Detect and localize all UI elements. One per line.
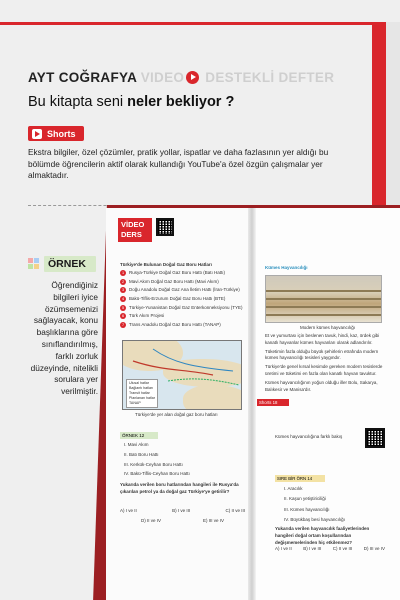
pipelines-title: Türkiye'de Bulunan Doğal Gaz Boru Hatları [120,262,212,267]
subtitle-text: Bu kitapta seni [28,94,128,110]
question-items [284,486,345,527]
page-subtitle [28,94,234,110]
shorts-tag: Shorts 18 [257,399,289,406]
shorts-description: Ekstra bilgiler, özel çözümler, pratik yollar, ispatlar ve daha fazlasının yer aldığı bu bölümde öğrencilerin aktif olarak kullandığı YouTube'a özel özgün çalışmalar yer almaktadır. [28,147,329,180]
grid-icon [28,258,40,270]
answer-option: D) III ve IV [363,546,385,551]
photo-caption: Modern kümes hayvancılığı [300,325,356,330]
shorts-badge [28,126,84,141]
question-text: Yukarıda verilen hayvancılık faaliyetlerinden hangileri doğal ortam koşullarından değişmemelerinden hiç etkilenmez? [275,526,370,545]
title-defter: DESTEKLİ DEFTER [205,70,335,85]
list-item: I. Mavi Akım [124,442,149,447]
list-item: III. Kerkük-Ceyhan Boru Hattı [124,461,183,467]
ornek-label: ÖRNEK [44,256,96,272]
pipeline-map [122,340,242,410]
poultry-photo [265,275,382,323]
list-item: I. Aracılık [284,486,303,491]
answer-option: C) II ve III [225,508,245,513]
subtitle-bold: neler bekliyor ? [127,94,235,110]
book-spine [248,208,256,600]
answer-option: B) I ve III [303,546,322,551]
top-red-rule [0,22,386,25]
section-text [265,333,383,395]
answer-option: B) I ve III [172,508,191,513]
ornek-description: Öğrendiğiniz bilgileri iyice özümsemenizi sağlayacak, konu başlıklarına göre sınıflandırılmış, farklı zorluk düzeyinde, nitelikli sorulara yer verilmiştir. [30,280,98,397]
shorts-icon [32,129,42,139]
pipelines-list [120,270,243,331]
play-icon [186,71,199,84]
shorts-label: Shorts [47,128,76,139]
list-item: III. Kümes hayvancılığı [284,506,330,512]
list-item: 3 Doğu Anadolu Doğal Gaz Ana İletim Hattı (İran-Türkiye) [121,287,240,293]
answer-option: A) I ve II [120,508,137,513]
list-item: 6 Türk Akım Projesi [121,313,165,319]
question-items [124,442,190,481]
short-question: Kümes hayvancılığına farklı bakış [275,434,343,439]
answer-options [120,508,245,528]
question-text: Yukarıda verilen boru hatlarından hangileri ile Rusya'da çıkarılan petrol ya da doğal gaz Türkiye'ye getirilir? [120,482,239,494]
badge-video: VİDEO [121,220,145,229]
title-video: VIDEO [140,70,185,85]
map-legend: Ulusal hatlar Bağlantı hatları Transit hatlar Planlanan hatlar TANAP [126,379,158,408]
list-item: 5 Türkiye-Yunanistan Doğal Gaz Enterkonneksiyonu (TYE) [121,304,243,310]
list-item: 7 Trans Anadolu Doğal Gaz Boru Hattı (TANAP) [121,322,221,328]
page-title [28,70,334,85]
answer-option: C) II ve III [332,546,353,551]
list-item: II. Kaşun yetiştiriciliği [284,496,326,502]
qr-code-icon[interactable] [365,428,385,448]
title-subject: AYT COĞRAFYA [28,70,137,85]
sira-tag: SIRE BİR ÖRN 14 [275,475,325,482]
map-caption: Türkiye'de yer alan doğal gaz boru hatları [135,412,218,417]
answer-option: A) I ve II [275,546,292,551]
paragraph: Türkiye'de genel kırsal kesimde gereken modern tesislerde üretimi ve tüketimi en fazla olan kanatlı hayvan tavuktur. [265,364,383,376]
list-item: 2 Mavi Akım Doğal Gaz Boru Hattı (Mavi Akım) [121,278,219,284]
paragraph: Tüketimin fazla olduğu büyük şehirlerin etrafında modern kümes hayvancılığı tesisleri yaygındır. [265,348,379,361]
answer-option: E) III ve IV [202,517,224,523]
section-title: Kümes Hayvancılığı [265,265,308,270]
answer-option: D) II ve IV [140,517,161,523]
video-ders-badge [118,218,152,242]
list-item: 4 Bakü-Tiflis-Erzurum Doğal Gaz Boru Hattı (BTE) [121,296,226,302]
ornek-tag: ÖRNEK 12 [120,432,158,439]
paragraph: Et ve yumurtası için beslenen tavuk, hindi, kaz, ördek gibi kanatlı hayvanlar kümes hayvanları olarak adlandırılır. [265,333,380,345]
badge-ders: DERS [121,230,142,239]
list-item: II. Batı Boru Hattı [124,451,159,457]
paragraph: Kümes hayvancılığının yoğun olduğu iller Bolu, Sakarya, Balıkesir ve Manisa'dır. [265,379,378,392]
list-item: IV. Bakü-Tiflis-Ceyhan Boru Hattı [124,471,190,477]
answer-options [275,546,385,553]
qr-code-icon[interactable] [156,218,174,236]
list-item: 1 Rusya-Türkiye Doğal Gaz Boru Hattı (Batı Hattı) [121,270,226,276]
list-item: IV. Büyükbaş besi hayvancılığı [284,516,345,522]
